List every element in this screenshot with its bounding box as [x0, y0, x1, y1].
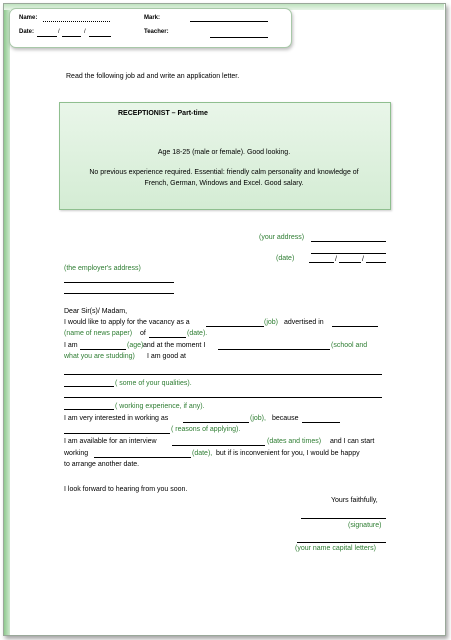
experience-line-2[interactable] — [64, 409, 114, 410]
job-ad-line-2: No previous experience required. Essential: friendly calm personality and knowledge of — [89, 169, 359, 176]
p4-text-a: I am very interested in working as — [64, 415, 169, 422]
p5-text-c: working — [64, 450, 89, 457]
letter-date-month[interactable] — [339, 262, 361, 263]
p3-experience-hint: ( working experience, if any). — [115, 403, 205, 410]
job-blank-1[interactable] — [206, 326, 264, 327]
ad-date-blank[interactable] — [149, 337, 186, 338]
p2-qualities-hint: ( some of your qualities). — [115, 380, 192, 387]
p2-age-hint: (age) — [127, 342, 144, 349]
reasons-blank-2[interactable] — [64, 433, 170, 434]
left-decorative-bar — [4, 4, 10, 635]
p1-job-hint: (job) — [264, 319, 279, 326]
p4-reasons-hint: ( reasons of applying). — [171, 426, 241, 433]
date-label: Date: — [19, 29, 35, 35]
signature-hint: (signature) — [348, 522, 382, 529]
valediction: Yours faithfully, — [331, 497, 378, 504]
header-box — [9, 8, 292, 48]
qualities-line-1[interactable] — [64, 374, 382, 375]
letter-date-day[interactable] — [309, 262, 334, 263]
school-blank[interactable] — [218, 349, 330, 350]
job-ad-title: RECEPTIONIST – Part-time — [118, 110, 208, 117]
job-ad-line-3: French, German, Windows and Excel. Good salary. — [144, 180, 304, 187]
p5-date-hint: (date), — [192, 450, 213, 457]
teacher-label: Teacher: — [144, 29, 169, 35]
your-address-line-2[interactable] — [311, 253, 386, 254]
p1-newspaper-hint: (name of news paper) — [64, 330, 133, 337]
start-date-blank[interactable] — [94, 457, 191, 458]
instruction-text: Read the following job ad and write an application letter. — [66, 73, 240, 80]
p2-text-a: I am — [64, 342, 78, 349]
p1-date-hint: (date). — [187, 330, 208, 337]
p1-text-b: advertised in — [284, 319, 324, 326]
p2-text-c: I am good at — [147, 353, 186, 360]
signature-line[interactable] — [301, 518, 386, 519]
p5-text-d: but if is inconvenient for you, I would be happy — [216, 450, 360, 457]
name-capitals-line[interactable] — [297, 542, 386, 543]
job-ad-line-1: Age 18-25 (male or female). Good looking. — [157, 149, 291, 156]
date-separator-1: / — [58, 29, 60, 35]
reasons-blank-1[interactable] — [302, 422, 340, 423]
p2-school-hint: (school and — [331, 342, 368, 349]
employer-address-line-1[interactable] — [64, 282, 174, 283]
p4-job-hint: (job), — [250, 415, 266, 422]
p4-text-b: because — [272, 415, 299, 422]
letter-date-year[interactable] — [366, 262, 386, 263]
employer-address-label: (the employer's address) — [64, 265, 141, 272]
qualities-line-2[interactable] — [64, 386, 114, 387]
p2-text-b: and at the moment I — [143, 342, 206, 349]
interview-blank[interactable] — [172, 445, 265, 446]
job-blank-2[interactable] — [183, 422, 249, 423]
letter-date-separator-2: / — [362, 256, 364, 263]
p5-dates-hint: (dates and times) — [267, 438, 322, 445]
p5-text-a: I am available for an interview — [64, 438, 157, 445]
p1-text-a: I would like to apply for the vacancy as a — [64, 319, 190, 326]
letter-date-separator-1: / — [335, 256, 337, 263]
date-separator-2: / — [84, 29, 86, 35]
p5-text-b: and I can start — [330, 438, 375, 445]
date-day-field[interactable] — [37, 36, 57, 37]
experience-line-1[interactable] — [64, 397, 382, 398]
date-month-field[interactable] — [62, 36, 81, 37]
p1-of: of — [140, 330, 146, 337]
your-address-line-1[interactable] — [311, 241, 386, 242]
p5-text-e: to arrange another date. — [64, 461, 140, 468]
mark-label: Mark: — [144, 15, 161, 21]
newspaper-blank[interactable] — [332, 326, 378, 327]
name-field[interactable] — [43, 21, 110, 22]
date-label-letter: (date) — [276, 255, 295, 262]
closing-line: I look forward to hearing from you soon. — [64, 486, 188, 493]
teacher-field[interactable] — [210, 37, 268, 38]
mark-field[interactable] — [190, 21, 268, 22]
name-capitals-hint: (your name capital letters) — [295, 545, 376, 552]
your-address-label: (your address) — [259, 234, 305, 241]
name-label: Name: — [19, 15, 38, 21]
age-blank[interactable] — [80, 349, 126, 350]
date-year-field[interactable] — [89, 36, 111, 37]
employer-address-line-2[interactable] — [64, 293, 174, 294]
p2-study-hint: what you are studding) — [64, 353, 135, 360]
salutation: Dear Sir(s)/ Madam, — [64, 308, 128, 315]
